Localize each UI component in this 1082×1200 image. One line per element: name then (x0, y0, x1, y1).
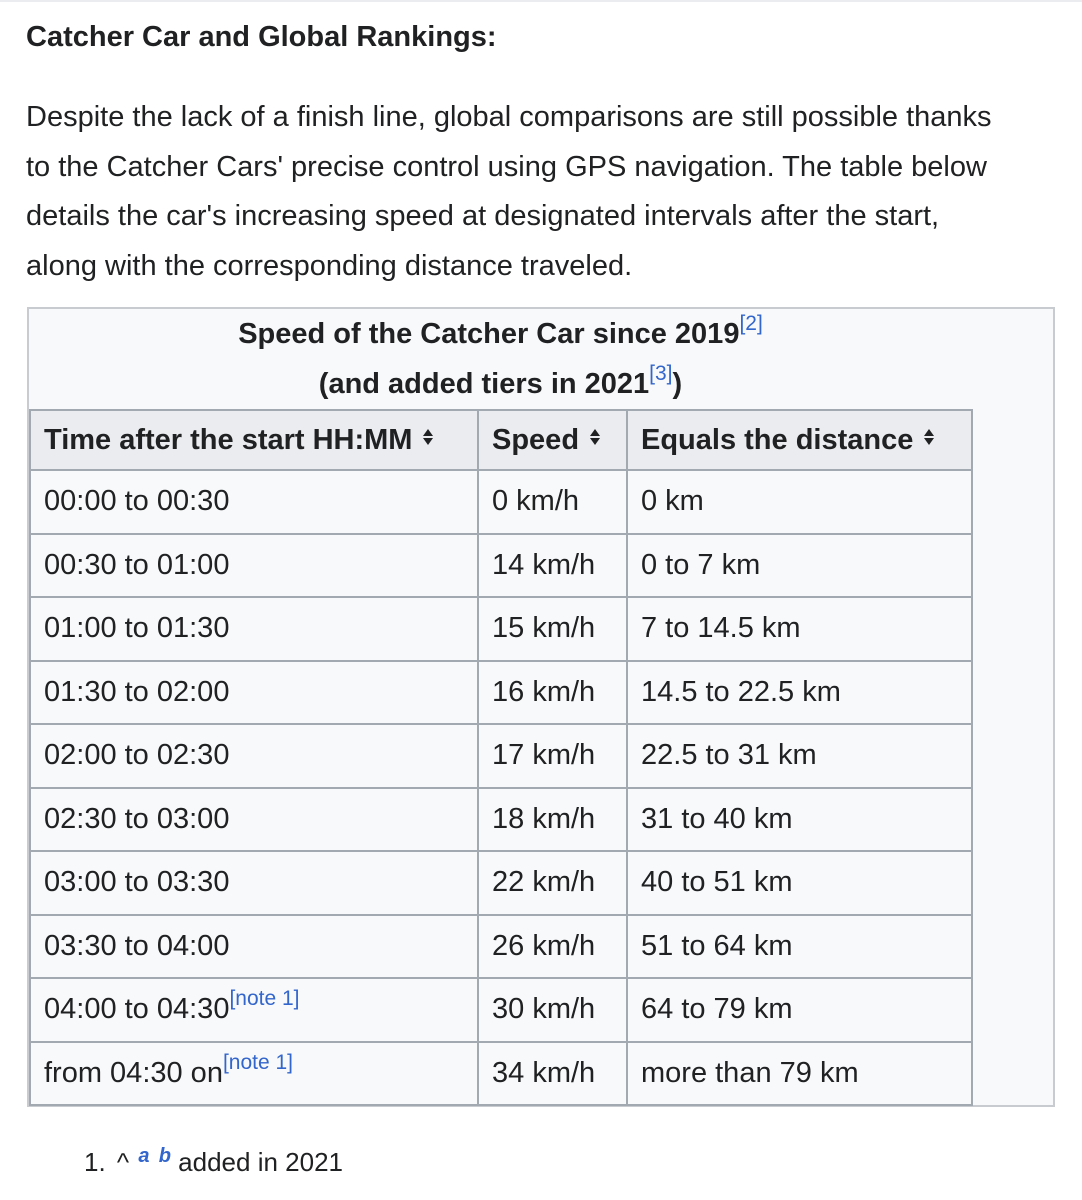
cell-distance: 0 km (627, 470, 972, 534)
cell-time (30, 915, 478, 979)
cell-distance: 0 to 7 km (627, 534, 972, 598)
column-header-label: Speed (492, 423, 580, 456)
cell-distance: 31 to 40 km (627, 788, 972, 852)
cell-time-text: from 04:30 on (44, 1056, 223, 1089)
citation-link-3[interactable]: [3] (649, 362, 673, 385)
cell-time-text: 02:30 to 03:00 (44, 802, 230, 835)
cell-time-text: 00:30 to 01:00 (44, 548, 230, 581)
cell-speed: 30 km/h (478, 978, 627, 1042)
table-row (30, 978, 972, 1042)
table-row (30, 470, 972, 534)
paragraph-line: details the car's increasing speed at designated intervals after the start, (26, 200, 940, 232)
citation-link-2[interactable]: [2] (739, 312, 763, 335)
cell-time-text: 02:00 to 02:30 (44, 739, 230, 772)
sort-updown-icon[interactable] (422, 428, 434, 451)
cell-time-text: 04:00 to 04:30 (44, 993, 230, 1026)
cell-time (30, 534, 478, 598)
cell-speed: 18 km/h (478, 788, 627, 852)
cell-time (30, 470, 478, 534)
cell-distance: 22.5 to 31 km (627, 724, 972, 788)
sort-updown-icon[interactable] (589, 428, 601, 451)
cell-speed: 22 km/h (478, 851, 627, 915)
cell-distance: 40 to 51 km (627, 851, 972, 915)
footnotes-list (84, 1140, 343, 1184)
table-row (30, 1042, 972, 1106)
footnote-caret: ^ (116, 1147, 130, 1177)
caption-text-2: (and added tiers in 2021 (318, 368, 650, 400)
cell-distance: 14.5 to 22.5 km (627, 661, 972, 725)
footnote-text: added in 2021 (178, 1147, 343, 1177)
cell-speed: 0 km/h (478, 470, 627, 534)
cell-speed: 14 km/h (478, 534, 627, 598)
speed-table-container (27, 307, 1055, 1107)
speed-table (29, 409, 973, 1106)
paragraph-line: along with the corresponding distance traveled. (26, 249, 633, 282)
cell-time (30, 788, 478, 852)
cell-speed: 15 km/h (478, 597, 627, 661)
cell-distance: more than 79 km (627, 1042, 972, 1106)
table-row (30, 597, 972, 661)
table-body (30, 470, 972, 1105)
intro-paragraph (26, 93, 1071, 291)
cell-time (30, 724, 478, 788)
footnote-backlink-a[interactable]: a (138, 1145, 150, 1167)
paragraph-line: Despite the lack of a finish line, global comparisons are still possible thanks (26, 101, 992, 133)
top-divider (0, 0, 1082, 2)
cell-time-text: 01:30 to 02:00 (44, 675, 230, 708)
caption-text-1: Speed of the Catcher Car since 2019 (238, 318, 740, 350)
caption-line-2 (29, 359, 972, 409)
column-header-distance[interactable] (627, 410, 972, 470)
note-link[interactable]: [note 1] (229, 987, 300, 1011)
column-header-label: Equals the distance (641, 423, 914, 456)
table-row (30, 724, 972, 788)
sort-updown-icon[interactable] (923, 428, 935, 451)
cell-time (30, 597, 478, 661)
cell-time-text: 00:00 to 00:30 (44, 485, 230, 518)
cell-speed: 16 km/h (478, 661, 627, 725)
cell-time-text: 03:30 to 04:00 (44, 929, 230, 962)
cell-time-text: 01:00 to 01:30 (44, 612, 230, 645)
cell-time (30, 851, 478, 915)
table-row (30, 915, 972, 979)
cell-time-text: 03:00 to 03:30 (44, 866, 230, 899)
table-row (30, 534, 972, 598)
cell-distance: 51 to 64 km (627, 915, 972, 979)
section-heading: Catcher Car and Global Rankings: (26, 21, 497, 53)
column-header-label: Time after the start HH:MM (44, 423, 413, 456)
note-link[interactable]: [note 1] (222, 1050, 294, 1074)
paragraph-line: to the Catcher Cars' precise control using GPS navigation. The table below (26, 150, 987, 183)
cell-speed: 26 km/h (478, 915, 627, 979)
table-caption (29, 309, 972, 409)
column-header-time[interactable] (30, 410, 478, 470)
table-row (30, 851, 972, 915)
column-header-speed[interactable] (478, 410, 627, 470)
cell-time (30, 978, 478, 1042)
cell-speed: 17 km/h (478, 724, 627, 788)
table-row (30, 661, 972, 725)
caption-text-2-end: ) (672, 368, 683, 400)
table-header-row (30, 410, 972, 470)
cell-time (30, 1042, 478, 1106)
cell-distance: 7 to 14.5 km (627, 597, 972, 661)
caption-line-1 (29, 309, 972, 359)
cell-time (30, 661, 478, 725)
cell-distance: 64 to 79 km (627, 978, 972, 1042)
footnote-number: 1. (84, 1147, 106, 1177)
cell-speed: 34 km/h (478, 1042, 627, 1106)
footnote-backlink-b[interactable]: b (158, 1145, 171, 1167)
table-row (30, 788, 972, 852)
